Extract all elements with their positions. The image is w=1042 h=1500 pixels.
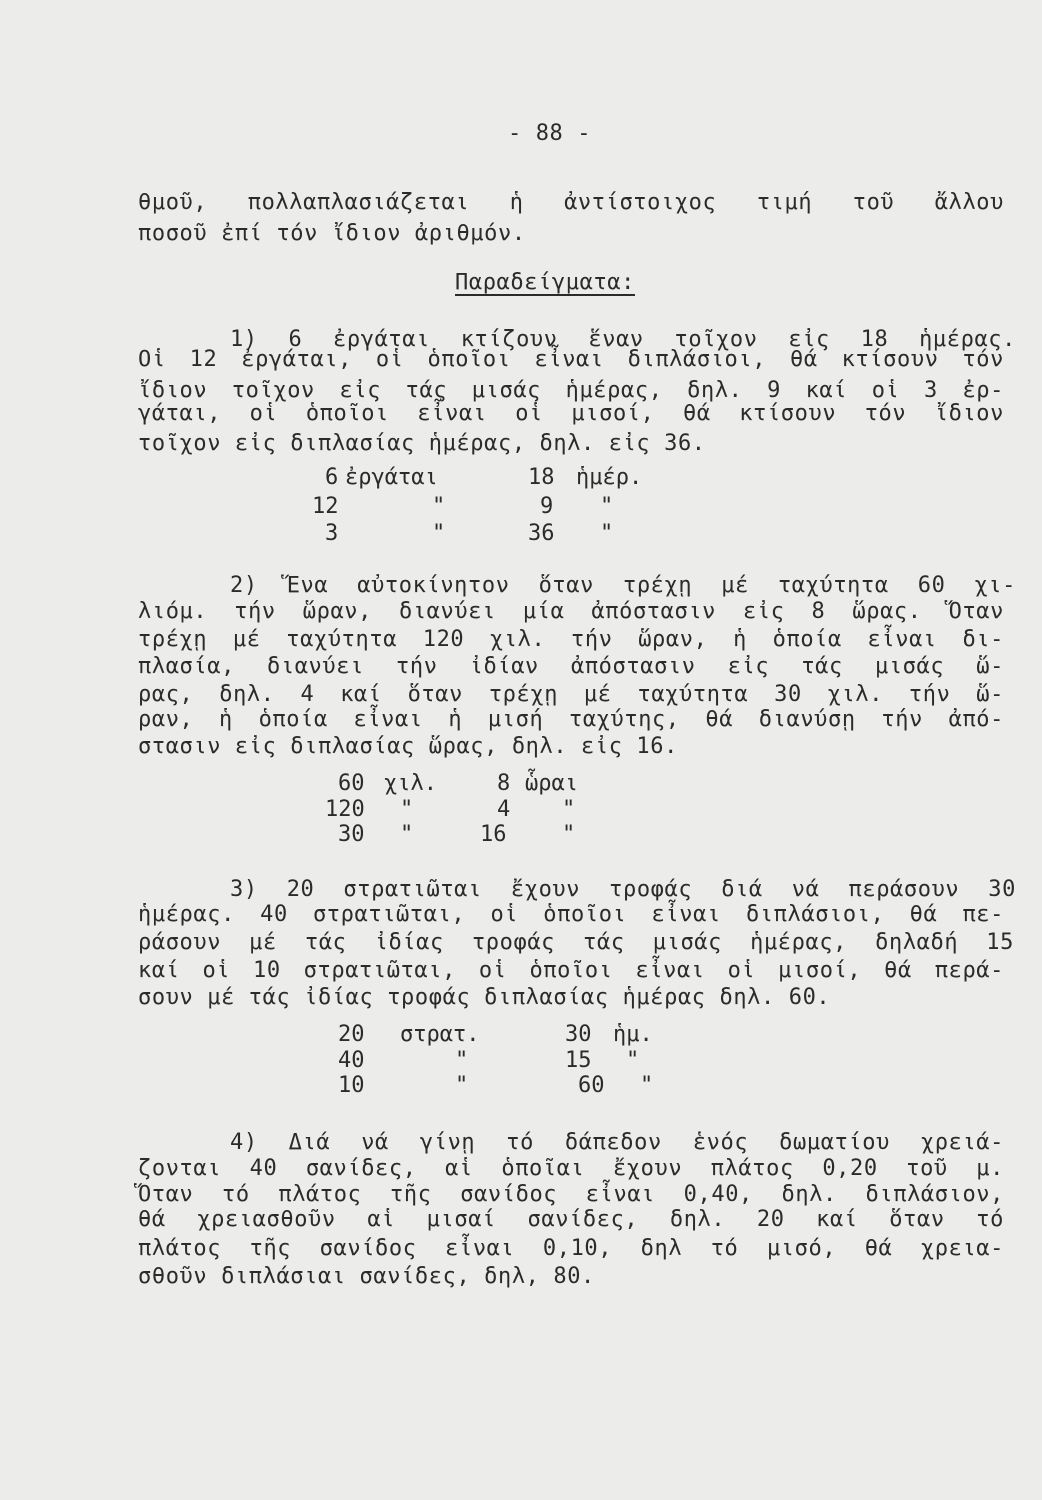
text-line: ἴδιον τοῖχον εἰς τάς μισάς ἡμέρας, δηλ. 9 καί οἱ 3 ἐρ- xyxy=(138,378,1004,403)
table-cell: ἡμέρ. xyxy=(576,465,643,490)
table-cell: " xyxy=(455,1073,469,1098)
text-line: γάται, οἱ ὁποῖοι εἶναι οἱ μισοί, θά κτίσουν τόν ἴδιον xyxy=(138,401,1004,426)
table-cell: " xyxy=(400,822,414,847)
table-cell: ἐργάται xyxy=(345,465,438,490)
text-line: τοῖχον εἰς διπλασίας ἡμέρας, δηλ. εἰς 36. xyxy=(138,431,706,456)
table-cell: " xyxy=(600,521,614,546)
table-cell: 4 xyxy=(497,797,511,822)
table-cell: χιλ. xyxy=(384,771,437,796)
table-cell: " xyxy=(562,822,576,847)
table-cell: 6 xyxy=(325,465,339,490)
table-cell: " xyxy=(640,1073,654,1098)
table-cell: 120 xyxy=(325,797,365,822)
page-number: - 88 - xyxy=(508,121,592,146)
table-cell: 8 xyxy=(497,771,511,796)
table-cell: 9 xyxy=(540,494,554,519)
table-cell: 60 xyxy=(578,1073,605,1098)
table-cell: " xyxy=(626,1048,640,1073)
text-line: θμοῦ, πολλαπλασιάζεται ἡ ἀντίστοιχος τιμή τοῦ ἄλλου xyxy=(138,190,1004,215)
text-line: 3) 20 στρατιῶται ἔχουν τροφάς διά νά περάσουν 30 xyxy=(230,877,1016,902)
text-line: ποσοῦ ἐπί τόν ἴδιον ἀριθμόν. xyxy=(138,221,526,246)
table-cell: 10 xyxy=(338,1073,365,1098)
table-cell: 18 xyxy=(528,465,555,490)
table-cell: " xyxy=(562,797,576,822)
text-line: 2) Ἕνα αὐτοκίνητον ὅταν τρέχῃ μέ ταχύτητα 60 χι- xyxy=(230,573,1016,598)
text-line: ἡμέρας. 40 στρατιῶται, οἱ ὁποῖοι εἶναι διπλάσιοι, θά πε- xyxy=(138,902,1004,927)
text-line: ράσουν μέ τάς ἰδίας τροφάς τάς μισάς ἡμέρας, δηλαδή 15 xyxy=(138,930,1014,955)
text-line: τρέχῃ μέ ταχύτητα 120 χιλ. τήν ὥραν, ἡ ὁποία εἶναι δι- xyxy=(138,627,1004,652)
table-cell: 30 xyxy=(338,822,365,847)
text-line: πλάτος τῆς σανίδος εἶναι 0,10, δηλ τό μισό, θά χρεια- xyxy=(138,1236,1004,1261)
text-line: 4) Διά νά γίνῃ τό δάπεδον ἑνός δωματίου χρειά- xyxy=(230,1130,1004,1155)
text-line: θά χρειασθοῦν αἱ μισαί σανίδες, δηλ. 20 καί ὅταν τό xyxy=(138,1207,1004,1232)
table-cell: 3 xyxy=(325,521,339,546)
table-cell: ἡμ. xyxy=(613,1022,653,1047)
table-cell: 15 xyxy=(565,1048,592,1073)
table-cell: στρατ. xyxy=(400,1022,480,1047)
table-cell: 40 xyxy=(338,1048,365,1073)
text-line: στασιν εἰς διπλασίας ὥρας, δηλ. εἰς 16. xyxy=(138,734,678,759)
text-line: ζονται 40 σανίδες, αἱ ὁποῖαι ἔχουν πλάτος 0,20 τοῦ μ. xyxy=(138,1156,1004,1181)
table-cell: " xyxy=(600,494,614,519)
text-line: λιόμ. τήν ὥραν, διανύει μία ἀπόστασιν εἰς 8 ὥρας. Ὅταν xyxy=(138,599,1004,624)
text-line: 1) 6 ἐργάται κτίζουν ἕναν τοῖχον εἰς 18 ἡμέρας. xyxy=(230,327,1016,352)
text-line: ραν, ἡ ὁποία εἶναι ἡ μισή ταχύτης, θά διανύσῃ τήν ἀπό- xyxy=(138,707,1004,732)
section-heading: Παραδείγματα: xyxy=(455,270,635,295)
table-cell: 36 xyxy=(528,521,555,546)
table-cell: " xyxy=(432,494,446,519)
table-cell: 20 xyxy=(338,1022,365,1047)
text-line: Οἱ 12 ἐργάται, οἱ ὁποῖοι εἶναι διπλάσιοι, θά κτίσουν τόν xyxy=(138,347,1004,372)
text-line: καί οἱ 10 στρατιῶται, οἱ ὁποῖοι εἶναι οἱ μισοί, θά περά- xyxy=(138,958,1004,983)
table-cell: 30 xyxy=(565,1022,592,1047)
table-cell: ὧραι xyxy=(525,771,578,796)
text-line: πλασία, διανύει τήν ἰδίαν ἀπόστασιν εἰς τάς μισάς ὥ- xyxy=(138,654,1004,679)
text-line: ρας, δηλ. 4 καί ὅταν τρέχῃ μέ ταχύτητα 30 χιλ. τήν ὥ- xyxy=(138,682,1004,707)
table-cell: " xyxy=(400,797,414,822)
table-cell: " xyxy=(455,1048,469,1073)
table-cell: 12 xyxy=(312,494,339,519)
table-cell: 60 xyxy=(338,771,365,796)
text-line: σθοῦν διπλάσιαι σανίδες, δηλ, 80. xyxy=(138,1264,595,1289)
text-line: σουν μέ τάς ἰδίας τροφάς διπλασίας ἡμέρας δηλ. 60. xyxy=(138,985,831,1010)
text-line: Ὅταν τό πλάτος τῆς σανίδος εἶναι 0,40, δηλ. διπλάσιον, xyxy=(138,1182,1004,1207)
table-cell: " xyxy=(432,521,446,546)
table-cell: 16 xyxy=(480,822,507,847)
